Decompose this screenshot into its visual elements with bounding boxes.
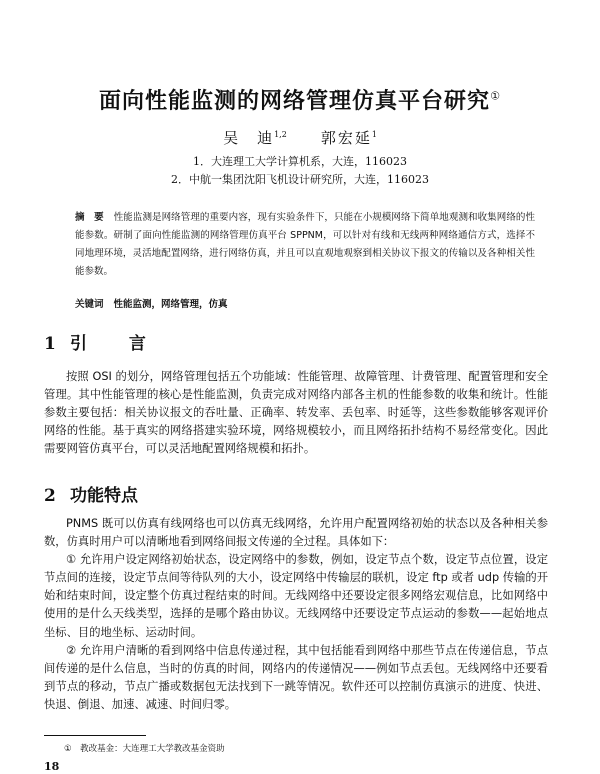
paragraph: ① 允许用户设定网络初始状态，设定网络中的参数，例如，设定节点个数，设定节点位置，设定节点间的连接，设定节点间等待队列的大小，设定网络中传输层的联机，设定 ftp 或者 udp 传输的开始和结束时间，设定整个仿真过程结束的时间。无线网络中还要设定很多网络宏观信息，比如网络中使用的是什么天线类型，选择的是哪个路由协议。无线网络中还要设定节点运动的参数——起始地点坐标、目的地坐标、运动时间。: [44, 553, 548, 639]
section-number: 2: [44, 486, 56, 506]
section-title: 引 言: [70, 334, 164, 354]
title-text: 面向性能监测的网络管理仿真平台研究: [99, 89, 491, 114]
paragraph: ② 允许用户清晰的看到网络中信息传递过程，其中包括能看到网络中那些节点在传递信息，节点间传递的是什么信息，当时的仿真的时间，网络内的传递情况——例如节点丢包。无线网络中还要看到节点的移动，节点广播或数据包无法找到下一跳等情况。软件还可以控制仿真演示的进度、快进、快退、倒退、加速、减速、时间归零。: [44, 643, 548, 711]
keywords: [75, 296, 228, 310]
author-name: 吴 迪: [223, 129, 275, 147]
title-footnote-mark: ①: [490, 89, 501, 103]
section-1-body: [44, 368, 548, 458]
author-affiliation-mark: 1,2: [274, 130, 287, 139]
keywords-text: 性能监测，网络管理，仿真: [113, 299, 228, 310]
author-line: [0, 127, 600, 148]
footnote: ① 教改基金：大连理工大学教改基金资助: [64, 744, 225, 754]
paragraph: PNMS 既可以仿真有线网络也可以仿真无线网络，允许用户配置网络初始的状态以及各种相关参数，仿真时用户可以清晰地看到网络间报文传递的全过程。具体如下：: [44, 517, 548, 549]
section-heading-2: [44, 481, 138, 506]
section-2-body: [44, 515, 548, 714]
author-name: 郭宏延: [320, 129, 372, 147]
abstract: [75, 209, 535, 281]
author-affiliation-mark: 1: [371, 130, 377, 139]
abstract-text: 性能监测是网络管理的重要内容，现有实验条件下，只能在小规模网络下简单地观测和收集网络的性能参数。研制了面向性能监测的网络管理仿真平台 SPPNM，可以针对有线和无线两种网络通信方式，选择不同地理环境，灵活地配置网络，进行网络仿真，并且可以直观地观察到相关协议下报文的传输以及各种相关性能参数。: [75, 212, 535, 277]
section-heading-1: [44, 329, 164, 354]
section-title: 功能特点: [70, 486, 138, 506]
footnote-divider: [44, 735, 146, 736]
affiliation-2: 2．中航一集团沈阳飞机设计研究所，大连，116023: [171, 173, 429, 186]
affiliation-1: 1．大连理工大学计算机系，大连，116023: [193, 155, 407, 168]
paper-title: [0, 84, 600, 115]
abstract-label: 摘 要: [75, 212, 104, 223]
section-number: 1: [44, 334, 56, 354]
page-number: 18: [44, 760, 60, 773]
paragraph: 按照 OSI 的划分，网络管理包括五个功能域：性能管理、故障管理、计费管理、配置管理和安全管理。其中性能管理的核心是性能监测，负责完成对网络内部各主机的性能参数的收集和统计。性能参数主要包括：相关协议报文的吞吐量、正确率、转发率、丢包率、时延等，这些参数能够客观评价网络的性能。基于真实的网络搭建实验环境，网络规模较小，而且网络拓扑结构不易经常变化。因此需要网管仿真平台，可以灵活地配置网络规模和拓扑。: [44, 370, 548, 456]
keywords-label: 关键词: [75, 299, 104, 310]
